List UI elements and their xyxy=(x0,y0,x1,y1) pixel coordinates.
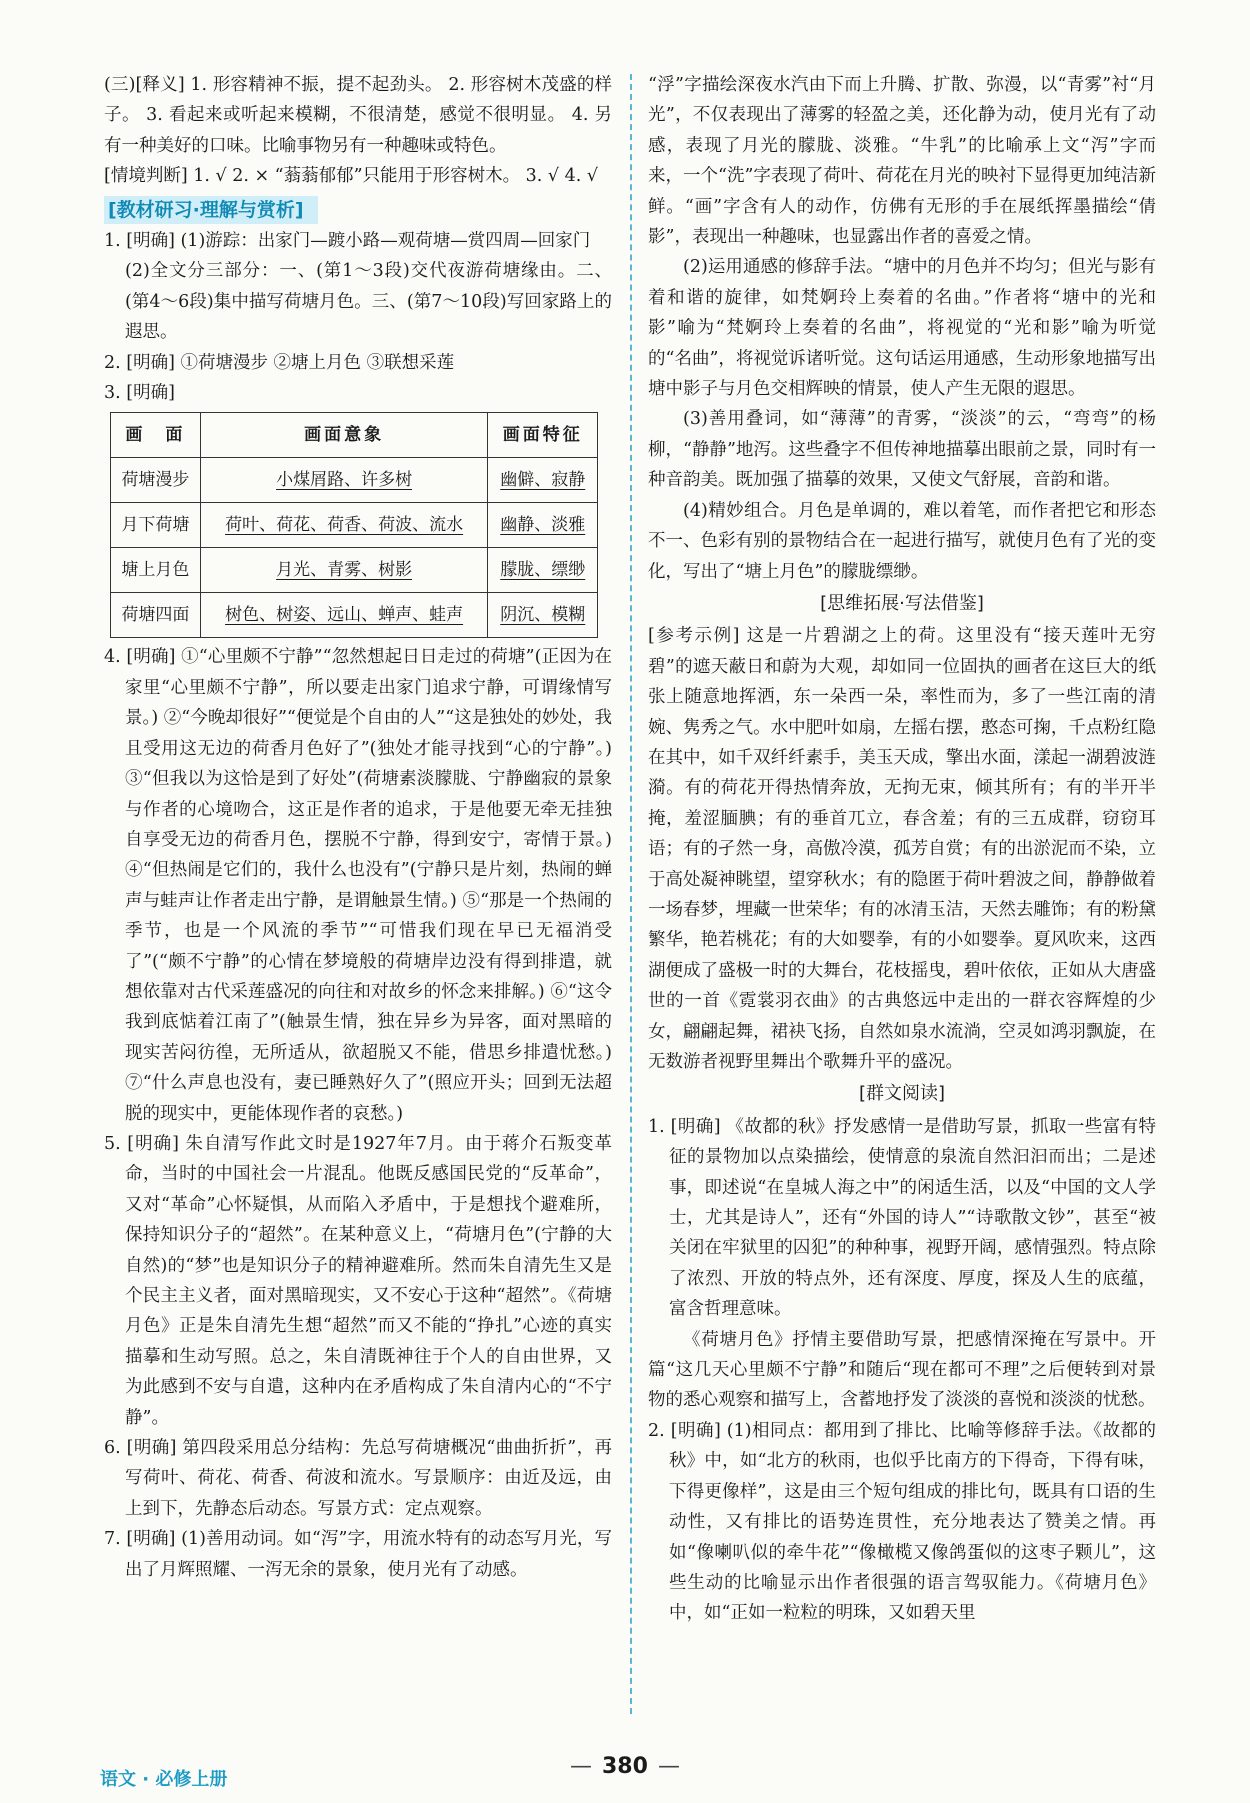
group-answer-1b: 《荷塘月色》抒情主要借助写景，把感情深掩在写景中。开篇“这几天心里颇不宁静”和随后“现在都可不理”之后便转到对景物的悉心观察和描写上，含蓄地抒发了淡淡的喜悦和淡淡的忧愁。 xyxy=(648,1329,1156,1411)
table-cell: 荷塘四面 xyxy=(111,593,201,638)
table-cell-text: 幽静、淡雅 xyxy=(500,515,586,536)
analysis-combination: (4)精妙组合。月色是单调的，难以着笔，而作者把它和形态不一、色彩有别的景物结合在一起进行描写，就使月色有了光的变化，写出了“塘上月色”的朦胧缥缈。 xyxy=(648,500,1156,582)
analysis-reduplication: (3)善用叠词，如“薄薄”的青雾，“淡淡”的云，“弯弯”的杨柳，“静静”地泻。这些叠字不但传神地描摹出眼前之景，同时有一种音韵美。既加强了描摹的效果，又使文气舒展，音韵和谐。 xyxy=(648,409,1156,491)
answer-1: 1. [明确] (1)游踪：出家门—踱小路—观荷塘—赏四周—回家门 xyxy=(104,231,591,252)
reference-example: [参考示例] 这是一片碧湖之上的荷。这里没有“接天莲叶无穷碧”的遮天蔽日和蔚为大观，却如同一位固执的画者在这巨大的纸张上随意地挥洒，东一朵西一朵，率性而为，多了一些江南的清婉、隽秀之气。水中肥叶如扇，左摇右摆，憨态可掬，千点粉红隐在其中，如千双纤纤素手，美玉天成，擎出水面，漾起一湖碧波涟漪。有的荷花开得热情奔放，无拘无束，倾其所有；有的半开半掩，羞涩腼腆；有的垂首兀立，春含羞；有的三五成群，窃窃耳语；有的孑然一身，高傲冷漠，孤芳自赏；有的出淤泥而不染，立于高处凝神眺望，望穿秋水；有的隐匿于荷叶碧波之间，静静做着一场春梦，埋藏一世荣华；有的冰清玉洁，天然去雕饰；有的粉黛繁华，艳若桃花；有的大如婴拳，有的小如婴拳。夏风吹来，这西湖便成了盛极一时的大舞台，花枝摇曳，碧叶依依，正如从大唐盛世的一首《霓裳羽衣曲》的古典悠远中走出的一群衣容辉煌的少女，翩翩起舞，裙袂飞扬，自然如泉水流淌，空灵如鸿羽飘旋，在无数游者视野里舞出个歌舞升平的盛况。 xyxy=(648,626,1156,1072)
table-cell-text: 树色、树姿、远山、蝉声、蛙声 xyxy=(225,605,464,626)
table-header: 画面意象 xyxy=(200,413,488,458)
scene-table xyxy=(110,412,598,638)
table-cell-text: 幽僻、寂静 xyxy=(500,470,586,491)
table-cell: 月下荷塘 xyxy=(111,503,201,548)
table-row xyxy=(111,548,598,593)
table-cell-text: 月光、青雾、树影 xyxy=(276,560,413,581)
table-cell xyxy=(200,548,488,593)
book-title: 语文 · 必修上册 xyxy=(100,1769,228,1790)
table-cell: 荷塘漫步 xyxy=(111,458,201,503)
answer-5: 5. [明确] 朱自清写作此文时是1927年7月。由于蒋介石叛变革命，当时的中国社会一片混乱。他既反感国民党的“反革命”，又对“革命”心怀疑惧，从而陷入矛盾中，于是想找个避难所，保持知识分子的“超然”。在某种意义上，“荷塘月色”(宁静的大自然)的“梦”也是知识分子的精神避难所。然而朱自清先生又是个民主主义者，面对黑暗现实，又不安心于这种“超然”。《荷塘月色》正是朱自清先生想“超然”而又不能的“挣扎”心迹的真实描摹和生动写照。总之，朱自清既神往于个人的自由世界，又为此感到不安与自遣，这种内在矛盾构成了朱自清内心的“不宁静”。 xyxy=(104,1133,612,1428)
group-answer-1: 1. [明确] 《故都的秋》抒发感情一是借助写景，抓取一些富有特征的景物加以点染描绘，使情意的泉流自然汩汩而出；二是述事，即述说“在皇城人海之中”的闲适生活，以及“中国的文人学士，尤其是诗人”，还有“外国的诗人”“诗歌散文钞”，甚至“被关闭在牢狱里的囚犯”的种种事，视野开阔，感情强烈。特点除了浓烈、开放的特点外，还有深度、厚度，探及人生的底蕴，富含哲理意味。 xyxy=(648,1116,1156,1320)
answer-6: 6. [明确] 第四段采用总分结构：先总写荷塘概况“曲曲折折”，再写荷叶、荷花、荷香、荷波和流水。写景顺序：由近及远，由上到下，先静态后动态。写景方式：定点观察。 xyxy=(104,1438,612,1519)
answer-1b: (2)全文分三部分：一、(第1～3段)交代夜游荷塘缘由。二、(第4～6段)集中描写荷塘月色。三、(第7～10段)写回家路上的遐思。 xyxy=(125,261,612,343)
table-cell-text: 朦胧、缥缈 xyxy=(500,560,586,581)
table-header: 画面特征 xyxy=(488,413,598,458)
table-row xyxy=(111,458,598,503)
table-cell xyxy=(200,593,488,638)
table-cell xyxy=(200,458,488,503)
answer-2: 2. [明确] ①荷塘漫步 ②塘上月色 ③联想采莲 xyxy=(104,352,455,373)
table-cell-text: 荷叶、荷花、荷香、荷波、流水 xyxy=(225,515,464,536)
column-divider xyxy=(630,74,632,1714)
table-cell xyxy=(488,548,598,593)
right-column xyxy=(648,70,1156,1629)
table-cell xyxy=(488,503,598,548)
answer-4: 4. [明确] ①“心里颇不宁静”“忽然想起日日走过的荷塘”(正因为在家里“心里颇不宁静”，所以要走出家门追求宁静，可谓缘情写景。) ②“今晚却很好”“便觉是个自由的人”“这是独处的妙处，我且受用这无边的荷香月色好了”(独处才能寻找到“心的宁静”。) ③“但我以为这恰是到了好处”(荷塘素淡朦胧、宁静幽寂的景象与作者的心境吻合，这正是作者的追求，于是他要无牵无挂独自享受无边的荷香月色，摆脱不宁静，得到安宁，寄情于景。) ④“但热闹是它们的，我什么也没有”(宁静只是片刻，热闹的蝉声与蛙声让作者走出宁静，是谓触景生情。) ⑤“那是一个热闹的季节，也是一个风流的季节”“可惜我们现在早已无福消受了”(“颇不宁静”的心情在梦境般的荷塘岸边没有得到排遣，就想依靠对古代采莲盛况的向往和对故乡的怀念来排解。) ⑥“这令我到底惦着江南了”(触景生情，独在异乡为异客，面对黑暗的现实苦闷彷徨，无所适从，欲超脱又不能，借思乡排遣忧愁。) ⑦“什么声息也没有，妻已睡熟好久了”(照应开头；回到无法超脱的现实中，更能体现作者的哀愁。) xyxy=(104,647,612,1124)
table-cell xyxy=(200,503,488,548)
situation-judgement: [情境判断] 1. √ 2. × “蓊蓊郁郁”只能用于形容树木。 3. √ 4. √ xyxy=(104,166,599,187)
table-row xyxy=(111,593,598,638)
page-number: — 380 — xyxy=(560,1752,690,1782)
sub-heading-group-reading: [群文阅读] xyxy=(858,1083,946,1105)
table-row xyxy=(111,503,598,548)
explanation-paragraph: (三)[释义] 1. 形容精神不振，提不起劲头。 2. 形容树木茂盛的样子。 3. 看起来或听起来模糊，不很清楚，感觉不很明显。 4. 另有一种美好的口味。比喻事物另有一种趣味或特色。 xyxy=(104,75,612,156)
analysis-continued: “浮”字描绘深夜水汽由下而上升腾、扩散、弥漫，以“青雾”衬“月光”，不仅表现出了薄雾的轻盈之美，还化静为动，使月光有了动感，表现了月光的朦胧、淡雅。“牛乳”的比喻承上文“泻”字而来，一个“洗”字表现了荷叶、荷花在月光的映衬下显得更加纯洁新鲜。“画”字含有人的动作，仿佛有无形的手在展纸挥墨描绘“倩影”，表现出一种趣味，也显露出作者的喜爱之情。 xyxy=(648,75,1156,248)
analysis-synesthesia: (2)运用通感的修辞手法。“塘中的月色并不均匀；但光与影有着和谐的旋律，如梵婀玲上奏着的名曲。”作者将“塘中的光和影”喻为“梵婀玲上奏着的名曲”，将视觉的“光和影”喻为听觉的“名曲”，将视觉诉诸听觉。这句话运用通感，生动形象地描写出塘中影子与月色交相辉映的情景，使人产生无限的遐思。 xyxy=(648,257,1156,400)
group-answer-2: 2. [明确] (1)相同点：都用到了排比、比喻等修辞手法。《故都的秋》中，如“北方的秋雨，也似乎比南方的下得奇，下得有味，下得更像样”，这是由三个短句组成的排比句，既具有口语的生动性，又有排比的语势连贯性，充分地表达了赞美之情。再如“像喇叭似的牵牛花”“像橄榄又像鸽蛋似的这枣子颗儿”，这些生动的比喻显示出作者很强的语言驾驭能力。《荷塘月色》中，如“正如一粒粒的明珠，又如碧天里 xyxy=(648,1420,1156,1624)
sub-heading-writing: [思维拓展·写法借鉴] xyxy=(820,592,984,614)
table-cell: 塘上月色 xyxy=(111,548,201,593)
left-column xyxy=(104,70,612,1585)
answer-3: 3. [明确] xyxy=(104,383,175,404)
section-title: [教材研习·理解与赏析] xyxy=(104,196,318,224)
table-cell-text: 阴沉、模糊 xyxy=(500,605,586,626)
table-header: 画 面 xyxy=(111,413,201,458)
table-cell xyxy=(488,458,598,503)
answer-7: 7. [明确] (1)善用动词。如“泻”字，用流水特有的动态写月光，写出了月辉照耀、一泻无余的景象，使月光有了动感。 xyxy=(104,1529,612,1580)
table-cell xyxy=(488,593,598,638)
table-cell-text: 小煤屑路、许多树 xyxy=(276,470,413,491)
